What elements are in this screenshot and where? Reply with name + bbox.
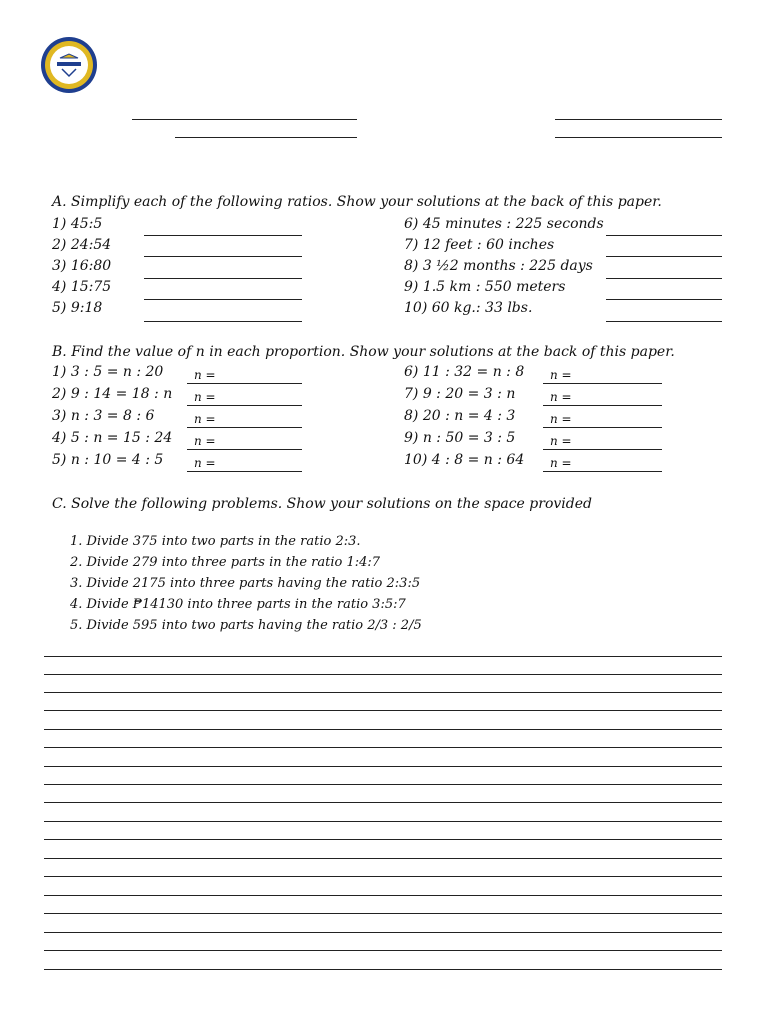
ratio-item-5: 5) 9:18 xyxy=(52,300,103,316)
proportion-item-9: 9) n : 50 = 3 : 5 xyxy=(404,430,516,446)
solution-line[interactable] xyxy=(44,802,722,803)
ratio-answer-line-3[interactable] xyxy=(144,278,302,279)
ratio-item-2: 2) 24:54 xyxy=(52,237,112,253)
solution-line[interactable] xyxy=(44,784,722,785)
n-answer-line-5[interactable] xyxy=(187,471,302,472)
proportion-item-8: 8) 20 : n = 4 : 3 xyxy=(404,408,516,424)
n-label-4: n = xyxy=(194,434,216,448)
n-answer-line-7[interactable] xyxy=(543,405,662,406)
ratio-item-3: 3) 16:80 xyxy=(52,258,112,274)
ratio-item-9: 9) 1.5 km : 550 meters xyxy=(404,279,566,295)
n-answer-line-8[interactable] xyxy=(543,427,662,428)
proportion-item-3: 3) n : 3 = 8 : 6 xyxy=(52,408,155,424)
n-label-2: n = xyxy=(194,390,216,404)
solution-line[interactable] xyxy=(44,729,722,730)
problem-item-3: 3. Divide 2175 into three parts having the ratio 2:3:5 xyxy=(70,576,421,591)
proportion-item-4: 4) 5 : n = 15 : 24 xyxy=(52,430,173,446)
problem-item-1: 1. Divide 375 into two parts in the ratio 2:3. xyxy=(70,534,361,549)
ratio-item-10: 10) 60 kg.: 33 lbs. xyxy=(404,300,533,316)
solution-line[interactable] xyxy=(44,674,722,675)
n-answer-line-6[interactable] xyxy=(543,383,662,384)
solution-line[interactable] xyxy=(44,858,722,859)
n-label-5: n = xyxy=(194,456,216,470)
n-answer-line-10[interactable] xyxy=(543,471,662,472)
proportion-item-5: 5) n : 10 = 4 : 5 xyxy=(52,452,164,468)
n-answer-line-9[interactable] xyxy=(543,449,662,450)
section-b-heading: B. Find the value of n in each proportion. Show your solutions at the back of this paper. xyxy=(52,344,675,360)
proportion-item-10: 10) 4 : 8 = n : 64 xyxy=(404,452,525,468)
n-label-10: n = xyxy=(550,456,572,470)
n-answer-line-4[interactable] xyxy=(187,449,302,450)
n-label-7: n = xyxy=(550,390,572,404)
solution-line[interactable] xyxy=(44,766,722,767)
ratio-item-1: 1) 45:5 xyxy=(52,216,103,232)
section-line[interactable] xyxy=(175,137,357,138)
solution-line[interactable] xyxy=(44,932,722,933)
problem-item-4: 4. Divide ₱14130 into three parts in the ratio 3:5:7 xyxy=(70,597,406,612)
solution-line[interactable] xyxy=(44,895,722,896)
n-label-3: n = xyxy=(194,412,216,426)
solution-line[interactable] xyxy=(44,839,722,840)
ratio-item-6: 6) 45 minutes : 225 seconds xyxy=(404,216,604,232)
ratio-answer-line-9[interactable] xyxy=(606,299,722,300)
ratio-answer-line-1[interactable] xyxy=(144,235,302,236)
proportion-item-6: 6) 11 : 32 = n : 8 xyxy=(404,364,525,380)
ratio-answer-line-5[interactable] xyxy=(144,321,302,322)
solution-line[interactable] xyxy=(44,950,722,951)
proportion-item-1: 1) 3 : 5 = n : 20 xyxy=(52,364,164,380)
n-label-6: n = xyxy=(550,368,572,382)
solution-line[interactable] xyxy=(44,710,722,711)
ratio-item-8: 8) 3 ½2 months : 225 days xyxy=(404,258,593,274)
ratio-answer-line-2[interactable] xyxy=(144,256,302,257)
solution-line[interactable] xyxy=(44,969,722,970)
solution-line[interactable] xyxy=(44,913,722,914)
n-answer-line-1[interactable] xyxy=(187,383,302,384)
ratio-item-7: 7) 12 feet : 60 inches xyxy=(404,237,555,253)
solution-line[interactable] xyxy=(44,821,722,822)
ratio-answer-line-4[interactable] xyxy=(144,299,302,300)
n-label-9: n = xyxy=(550,434,572,448)
score-line[interactable] xyxy=(555,137,722,138)
n-answer-line-2[interactable] xyxy=(187,405,302,406)
solution-line[interactable] xyxy=(44,747,722,748)
name-line[interactable] xyxy=(132,119,357,120)
n-label-8: n = xyxy=(550,412,572,426)
ratio-answer-line-8[interactable] xyxy=(606,278,722,279)
n-label-1: n = xyxy=(194,368,216,382)
ratio-answer-line-7[interactable] xyxy=(606,256,722,257)
solution-line[interactable] xyxy=(44,876,722,877)
date-line[interactable] xyxy=(555,119,722,120)
solution-line[interactable] xyxy=(44,692,722,693)
section-a-heading: A. Simplify each of the following ratios. Show your solutions at the back of this paper. xyxy=(52,194,662,210)
proportion-item-7: 7) 9 : 20 = 3 : n xyxy=(404,386,516,402)
ratio-item-4: 4) 15:75 xyxy=(52,279,112,295)
n-answer-line-3[interactable] xyxy=(187,427,302,428)
proportion-item-2: 2) 9 : 14 = 18 : n xyxy=(52,386,173,402)
school-seal-logo xyxy=(40,36,98,94)
solution-line[interactable] xyxy=(44,656,722,657)
problem-item-2: 2. Divide 279 into three parts in the ratio 1:4:7 xyxy=(70,555,381,570)
problem-item-5: 5. Divide 595 into two parts having the ratio 2/3 : 2/5 xyxy=(70,618,422,633)
ratio-answer-line-6[interactable] xyxy=(606,235,722,236)
section-c-heading: C. Solve the following problems. Show your solutions on the space provided xyxy=(52,496,592,512)
ratio-answer-line-10[interactable] xyxy=(606,321,722,322)
